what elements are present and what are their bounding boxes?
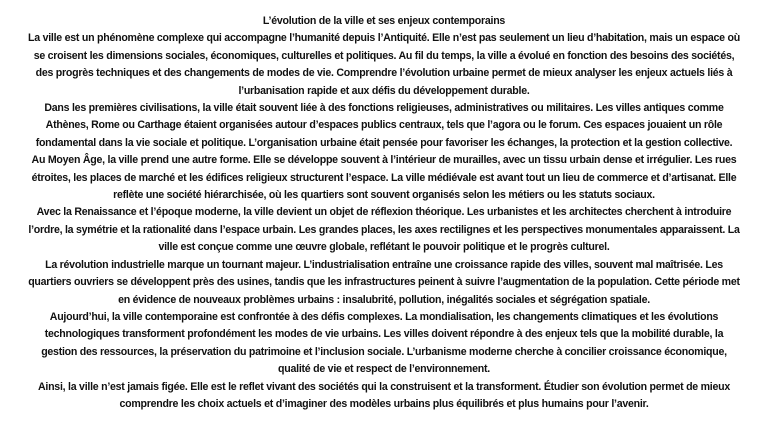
document-title: L’évolution de la ville et ses enjeux contemporains	[262, 15, 506, 27]
paragraph-middle-ages: Au Moyen Âge, la ville prend une autre forme. Elle se développe souvent à l’intérieur de murailles, avec un tissu urbain dense et irrégulier. Les rues étroites, les places de marché et les édifices religieux structurent l’espace. La ville médiévale est avant tout un lieu de commerce et d’artisanat. Elle reflète une société hiérarchisée, où les quartiers sont souvent organisés selon les métiers ou les statuts sociaux.	[31, 154, 737, 202]
paragraph-antiquity: Dans les premières civilisations, la ville était souvent liée à des fonctions religieuses, administratives ou militaires. Les villes antiques comme Athènes, Rome ou Carthage étaient organisées autour d’espaces publics centraux, tels que l’agora ou le forum. Ces espaces jouaient un rôle fondamental dans la vie sociale et politique. L’organisation urbaine était pensée pour favoriser les échanges, la protection et la gestion collective.	[35, 102, 733, 149]
paragraph-conclusion: Ainsi, la ville n’est jamais figée. Elle est le reflet vivant des sociétés qui la construisent et la transforment. Étudier son évolution permet de mieux comprendre les choix actuels et d’imaginer des modèles urbains plus équilibrés et plus humains pour l’avenir.	[37, 380, 731, 410]
paragraph-intro: La ville est un phénomène complexe qui accompagne l’humanité depuis l’Antiquité. Elle n’est pas seulement un lieu d’habitation, mais un espace où se croisent les dimensions sociales, économiques, culturelles et politiques. Au fil du temps, la ville a évolué en fonction des besoins des sociétés, des progrès techniques et des changements de modes de vie. Comprendre l’évolution urbaine permet de mieux analyser les enjeux actuels liés à l’urbanisation rapide et aux défis du développement durable.	[28, 32, 740, 97]
paragraph-renaissance: Avec la Renaissance et l’époque moderne, la ville devient un objet de réflexion théorique. Les urbanistes et les architectes cherchent à introduire l’ordre, la symétrie et la rationalité dans l’espace urbain. Les grandes places, les axes rectilignes et les perspectives monumentales apparaissent. La ville est conçue comme une œuvre globale, reflétant le pouvoir politique et le progrès culturel.	[28, 206, 740, 254]
paragraph-industrial-revolution: La révolution industrielle marque un tournant majeur. L’industrialisation entraîne une croissance rapide des villes, souvent mal maîtrisée. Les quartiers ouvriers se développent près des usines, tandis que les infrastructures peinent à suivre l’augmentation de la population. Cette période met en évidence de nouveaux problèmes urbains : insalubrité, pollution, inégalités sociales et ségrégation spatiale.	[28, 258, 740, 306]
paragraph-contemporary: Aujourd’hui, la ville contemporaine est confrontée à des défis complexes. La mondialisation, les changements climatiques et les évolutions technologiques transforment profondément les modes de vie urbains. Les villes doivent répondre à des enjeux tels que la mobilité durable, la gestion des ressources, la préservation du patrimoine et l’inclusion sociale. L’urbanisme moderne cherche à concilier croissance économique, qualité de vie et respect de l’environnement.	[41, 310, 727, 376]
